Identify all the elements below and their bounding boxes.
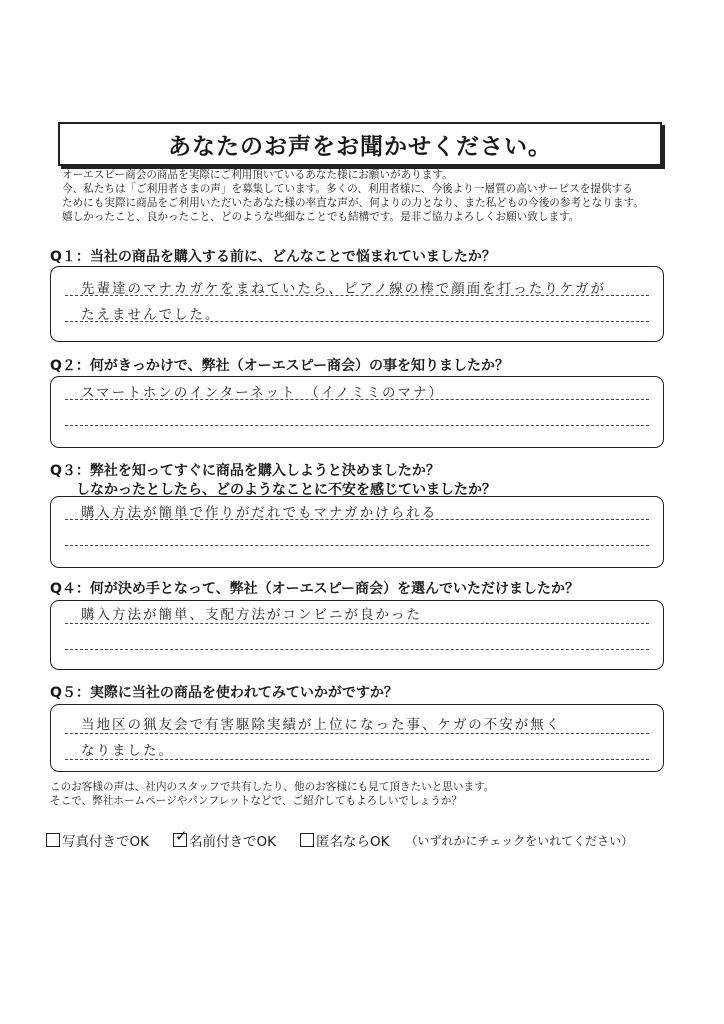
- answer-rule: [65, 623, 649, 624]
- option-with-name[interactable]: [173, 827, 276, 850]
- question-3: Q３：弊社を知ってすぐに商品を購入しようと決めましたか？: [50, 463, 440, 479]
- question-2: Q２：何がきっかけで、弊社（オーエスピー商会）の事を知りましたか？: [50, 358, 510, 374]
- form-title: あなたのお声をお聞かせください。: [168, 133, 552, 160]
- checkbox-anonymous[interactable]: [300, 833, 314, 847]
- answer-1-line-1: 先輩達のマナカガケをまねていたら、ピアノ線の棒で顔面を打ったりケガが: [81, 281, 607, 297]
- intro-line: 嬉しかったこと、良かったこと、どのような些細なことでも結構です。是非ご協力よろしくお願い致します。: [62, 211, 580, 223]
- answer-rule: [65, 545, 649, 546]
- check-mark-icon: ✓: [174, 827, 188, 845]
- answer-3-line-1: 購入方法が簡単で作りがだれでもマナガかけられる: [81, 505, 438, 521]
- answer-1-line-2: たえませんでした。: [81, 307, 221, 323]
- footer-line: そこで、弊社ホームページやパンフレットなどで、ご紹介してもよろしいでしょうか？: [50, 795, 462, 807]
- option-with-photo[interactable]: [46, 830, 149, 850]
- question-3-sub: しなかったとしたら、どのようなことに不安を感じていましたか？: [76, 482, 496, 498]
- answer-box-5[interactable]: [50, 704, 664, 772]
- answer-rule: [65, 733, 649, 734]
- question-5: Q５：実際に当社の商品を使われてみていかがですか？: [50, 685, 398, 701]
- permission-options: [46, 827, 634, 850]
- intro-line: ためにも実際に商品をご利用いただいたあなた様の率直な声が、何よりの力となり、また私どもの今後の参考となります。: [62, 197, 644, 209]
- question-1: Q１：当社の商品を購入する前に、どんなことで悩まれていましたか？: [50, 249, 496, 265]
- answer-box-1[interactable]: [50, 266, 664, 342]
- answer-2-line-1: スマートホンのインターネット （イノミミのマナ）: [81, 385, 444, 401]
- option-label: 匿名ならOK: [315, 834, 390, 850]
- options-note: （いずれかにチェックをいれてください）: [405, 833, 634, 848]
- footer-line: このお客様の声は、社内のスタッフで共有したり、他のお客様にも見て頂きたいと思います。: [50, 781, 495, 793]
- option-label: 写真付きでOK: [62, 834, 149, 850]
- checkbox-with-photo[interactable]: [46, 833, 60, 847]
- answer-box-2[interactable]: [50, 376, 664, 448]
- answer-5-line-2: なりました。: [81, 743, 174, 759]
- intro-line: オーエスピー商会の商品を実際にご利用頂いているあなた様にお願いがあります。: [62, 169, 453, 181]
- answer-rule: [65, 759, 649, 760]
- footer-text: [50, 780, 494, 808]
- answer-4-line-1: 購入方法が簡単、支配方法がコンビニが良かった: [81, 607, 422, 623]
- option-label: 名前付きでOK: [188, 834, 276, 850]
- checkbox-with-name[interactable]: [173, 827, 188, 847]
- intro-text: [62, 168, 682, 224]
- answer-box-4[interactable]: [50, 600, 664, 670]
- answer-5-line-1: 当地区の猟友会で有害駆除実績が上位になった事、ケガの不安が無く: [81, 717, 562, 733]
- intro-line: 今、私たちは「ご利用者さまの声」を募集しています。多くの、利用者様に、今後より一層質の高いサービスを提供する: [62, 183, 633, 195]
- answer-box-3[interactable]: [50, 496, 664, 568]
- answer-rule: [65, 649, 649, 650]
- question-4: Q４：何が決め手となって、弊社（オーエスピー商会）を選んでいただけましたか？: [50, 581, 580, 597]
- form-title-box: [58, 122, 662, 166]
- option-anonymous[interactable]: [300, 830, 389, 850]
- answer-rule: [65, 425, 649, 426]
